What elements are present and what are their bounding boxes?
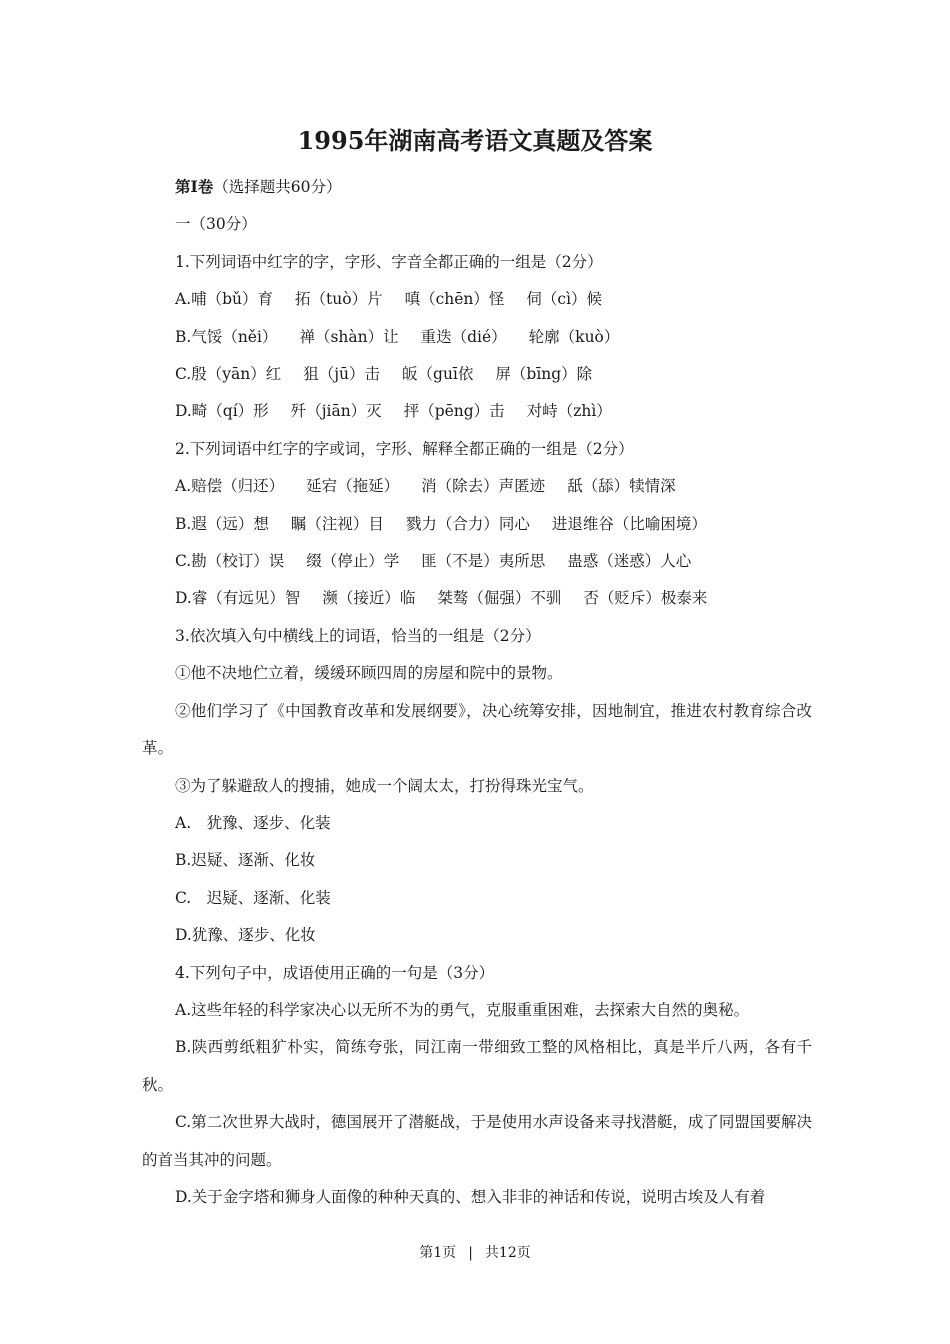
question-2-option-d [142, 580, 812, 617]
option-item: B.遐（远）想 [175, 514, 269, 533]
page-number: 第1页 [419, 1245, 457, 1261]
question-3-option-b: B.迟疑、逐渐、化妆 [175, 851, 316, 870]
question-3-stem: 3.依次填入句中横线上的词语，恰当的一组是（2分） [175, 626, 541, 645]
question-4-option-c: C.第二次世界大战时，德国展开了潜艇战，于是使用水声设备来寻找潜艇，成了同盟国要解决的首当其冲的问题。 [142, 1113, 812, 1169]
option-item: C.殷（yān）红 [175, 365, 282, 384]
option-item: 拓（tuò）片 [295, 290, 383, 309]
option-item: 缀（停止）学 [306, 552, 400, 571]
option-item: D.畸（qí）形 [175, 402, 269, 421]
question-3-sentence-2: ②他们学习了《中国教育改革和发展纲要》，决心统筹安排，因地制宜，推进农村教育综合改革。 [142, 701, 812, 758]
page-footer [0, 1242, 950, 1264]
option-item: 对峙（zhì） [526, 402, 612, 421]
question-4-stem: 4.下列句子中，成语使用正确的一句是（3分） [175, 963, 495, 982]
question-2-option-a [142, 468, 812, 505]
option-item: C.勘（校订）误 [175, 552, 285, 571]
option-item: A.哺（bǔ）育 [175, 290, 274, 309]
option-item: 重迭（dié） [420, 327, 507, 346]
question-1-option-a [142, 281, 812, 318]
question-1-option-c [142, 356, 812, 393]
question-2-stem: 2.下列词语中红字的字或词，字形、解释全都正确的一组是（2分） [175, 439, 634, 458]
option-item: 瞩（注视）目 [290, 514, 384, 533]
question-2-option-b [142, 506, 812, 543]
question-4-option-a: A.这些年轻的科学家决心以无所不为的勇气，克服重重困难，去探索大自然的奥秘。 [175, 1000, 750, 1019]
option-item: A.赔偿（归还） [175, 477, 285, 496]
option-item: 狙（jū）击 [303, 365, 381, 384]
page-total: 共12页 [484, 1245, 531, 1261]
option-item: 延宕（拖延） [306, 477, 400, 496]
question-3-option-d: D.犹豫、逐步、化妆 [175, 926, 316, 945]
option-item: 濒（接近）临 [322, 589, 416, 608]
option-item: 戮力（合力）同心 [405, 514, 530, 533]
option-item: 舐（舔）犊情深 [567, 477, 676, 496]
option-item: 抨（pēng）击 [403, 402, 505, 421]
section-note: （选择题共60分） [213, 178, 342, 196]
question-1-stem: 1.下列词语中红字的字，字形、字音全都正确的一组是（2分） [175, 252, 603, 271]
section-heading [142, 168, 812, 206]
footer-separator: | [468, 1245, 473, 1261]
option-item: 桀骜（倔强）不驯 [437, 589, 562, 608]
question-3-option-c: C. 迟疑、逐渐、化装 [175, 888, 331, 907]
option-item: 禅（shàn）让 [299, 327, 399, 346]
option-item: 轮廓（kuò） [528, 327, 620, 346]
option-item: 歼（jiān）灭 [290, 402, 382, 421]
option-item: 蛊惑（迷惑）人心 [567, 552, 692, 571]
option-item: 否（贬斥）极泰来 [583, 589, 708, 608]
option-item: 消（除去）声匿迹 [421, 477, 546, 496]
option-item: 伺（cì）候 [526, 290, 603, 309]
option-item: 皈（guī依 [402, 365, 474, 384]
question-3-sentence-1: ①他不决地伫立着，缓缓环顾四周的房屋和院中的景物。 [175, 664, 563, 683]
question-3-sentence-3: ③为了躲避敌人的搜捕，她成一个阔太太，打扮得珠光宝气。 [175, 776, 594, 795]
option-item: 嗔（chēn）怪 [404, 290, 505, 309]
document-body [142, 168, 812, 1216]
option-item: 屏（bīng）除 [495, 365, 593, 384]
question-4-option-b: B.陕西剪纸粗犷朴实，简练夸张，同江南一带细致工整的风格相比，真是半斤八两，各有千秋。 [142, 1038, 812, 1094]
question-2-option-c [142, 543, 812, 580]
option-item: B.气馁（něi） [175, 327, 278, 346]
page-title: 1995年湖南高考语文真题及答案 [297, 126, 653, 155]
question-1-option-b [142, 319, 812, 356]
option-item: 进退维谷（比喻困境） [551, 514, 707, 533]
section-label: 第Ⅰ卷 [175, 177, 214, 196]
question-3-option-a: A. 犹豫、逐步、化装 [175, 813, 331, 832]
question-4-option-d: D.关于金字塔和狮身人面像的种种天真的、想入非非的神话和传说，说明古埃及人有着 [175, 1187, 766, 1206]
option-item: 匪（不是）夷所思 [421, 552, 546, 571]
part-heading: 一（30分） [175, 215, 257, 234]
option-item: D.睿（有远见）智 [175, 589, 301, 608]
question-1-option-d [142, 393, 812, 430]
